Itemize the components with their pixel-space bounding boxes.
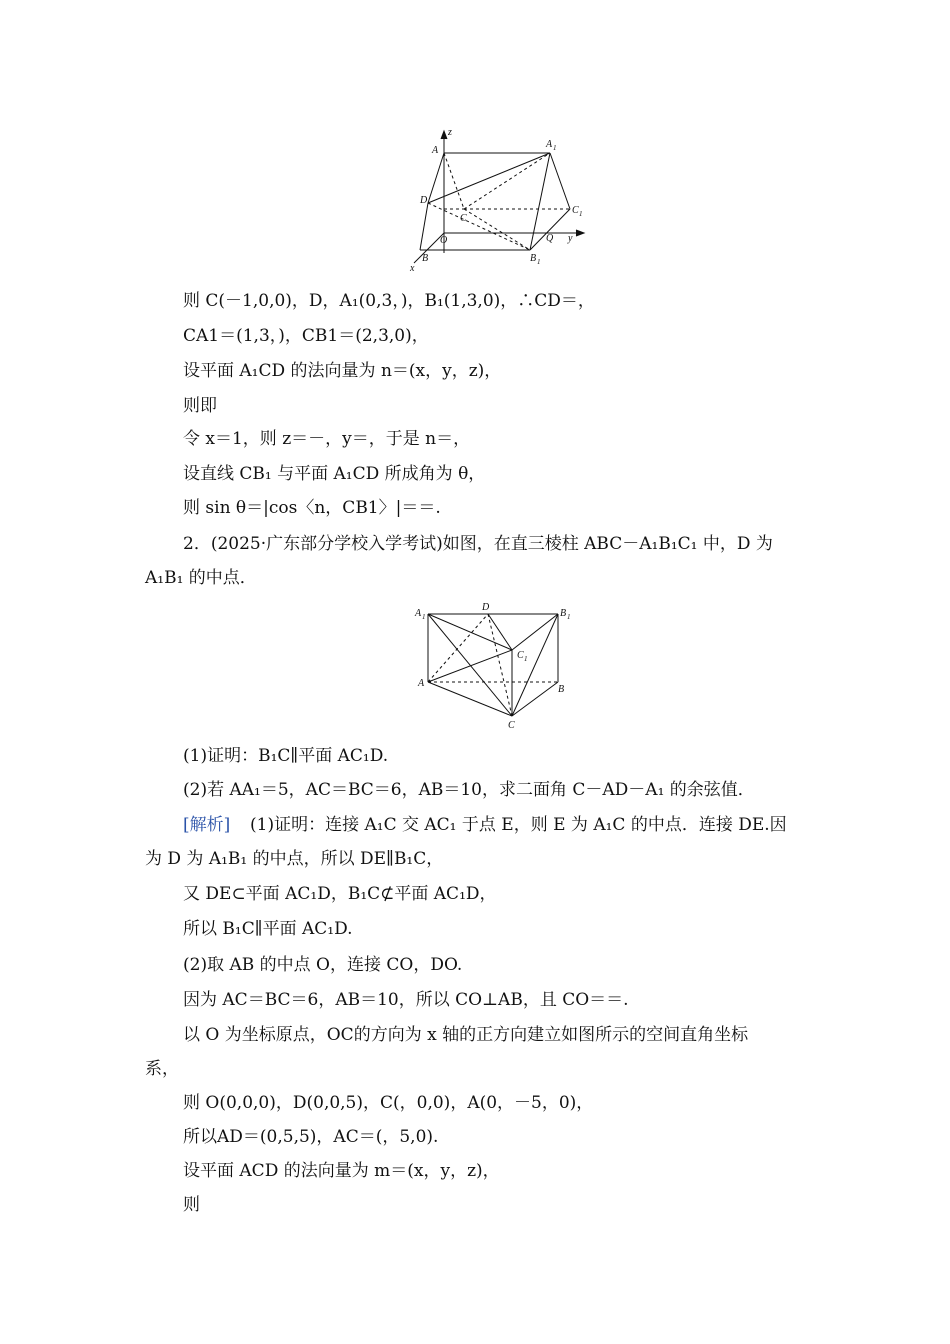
fig1-label-A1-sub: 1: [553, 144, 557, 152]
fig1-label-C1-sub: 1: [579, 210, 583, 218]
fig1-label-Q: Q: [546, 233, 554, 244]
fig2-label-B1-sub: 1: [567, 613, 571, 621]
text-line-4: 则即: [183, 396, 217, 416]
solution-line-1: (1)证明：连接 A₁C 交 AC₁ 于点 E，则 E 为 A₁C 的中点．连接 DE.因: [250, 815, 787, 835]
fig2-label-C1-sub: 1: [524, 655, 528, 663]
solution-line-5: (2)取 AB 的中点 O，连接 CO，DO.: [183, 955, 463, 975]
fig1-label-C: C: [460, 213, 467, 224]
fig2-label-A1: A: [415, 608, 422, 619]
solution-line-4: 所以 B₁C∥平面 AC₁D.: [183, 919, 353, 939]
fig2-label-C: C: [508, 720, 515, 731]
fig1-label-B: B: [422, 253, 429, 264]
fig1-label-B1: B: [530, 253, 537, 264]
text-line-1: 则 C(－1,0,0)，D，A₁(0,3，)，B₁(1,3,0)，∴CD＝，: [183, 291, 595, 311]
text-line-3: 设平面 A₁CD 的法向量为 n＝(x，y，z)，: [183, 361, 502, 381]
text-line-6: 设直线 CB₁ 与平面 A₁CD 所成角为 θ，: [183, 464, 486, 484]
problem-2-part-2: (2)若 AA₁＝5，AC＝BC＝6，AB＝10，求二面角 C－AD－A₁ 的余弦值．: [183, 780, 755, 800]
analysis-tag: [解析]: [183, 815, 231, 835]
solution-line-6: 因为 AC＝BC＝6，AB＝10，所以 CO⊥AB，且 CO＝＝.: [183, 990, 629, 1010]
solution-line-7: 以 O 为坐标原点，OC的方向为 x 轴的正方向建立如图所示的空间直角坐标: [183, 1025, 749, 1045]
fig2-label-C1: C: [517, 650, 524, 661]
fig1-label-D: D: [420, 195, 428, 206]
fig2-label-A1-sub: 1: [422, 613, 426, 621]
fig2-label-B: B: [558, 684, 565, 695]
text-line-2: CA1＝(1,3，)，CB1＝(2,3,0)，: [183, 326, 429, 346]
problem-2-part-1: (1)证明：B₁C∥平面 AC₁D.: [183, 746, 389, 766]
fig1-label-C1: C: [572, 205, 579, 216]
solution-line-11: 设平面 ACD 的法向量为 m＝(x，y，z)，: [183, 1161, 500, 1181]
fig1-label-z: z: [448, 127, 452, 138]
problem-2-heading-cont: A₁B₁ 的中点．: [145, 568, 257, 588]
fig1-label-A: A: [432, 145, 439, 156]
fig1-label-A1: A: [546, 139, 553, 150]
text-line-5: 令 x＝1，则 z＝－，y＝，于是 n＝，: [183, 429, 471, 449]
solution-line-12: 则: [183, 1195, 200, 1215]
problem-2-heading: 2．(2025·广东部分学校入学考试)如图，在直三棱柱 ABC－A₁B₁C₁ 中，D 为: [183, 534, 773, 554]
fig1-label-y: y: [568, 233, 573, 244]
fig2-label-D: D: [482, 602, 490, 613]
solution-line-2: 为 D 为 A₁B₁ 的中点，所以 DE∥B₁C，: [145, 849, 444, 869]
solution-line-10: 所以AD＝(0,5,5)，AC＝(，5,0).: [183, 1127, 439, 1147]
fig1-label-B1-sub: 1: [537, 258, 541, 266]
solution-line-3: 又 DE⊂平面 AC₁D，B₁C⊄平面 AC₁D，: [183, 884, 497, 904]
text-line-7: 则 sin θ＝|cos〈n，CB1〉|＝＝.: [183, 498, 441, 518]
fig2-label-A: A: [418, 678, 425, 689]
fig1-label-O: O: [440, 235, 448, 246]
fig2-label-B1: B: [560, 608, 567, 619]
figure-prism-1: [400, 125, 600, 275]
figure-prism-2: [410, 600, 580, 732]
solution-line-8: 系，: [145, 1059, 179, 1079]
fig1-label-x: x: [410, 263, 415, 274]
solution-line-9: 则 O(0,0,0)，D(0,0,5)，C(，0,0)，A(0，－5，0)，: [183, 1093, 594, 1113]
